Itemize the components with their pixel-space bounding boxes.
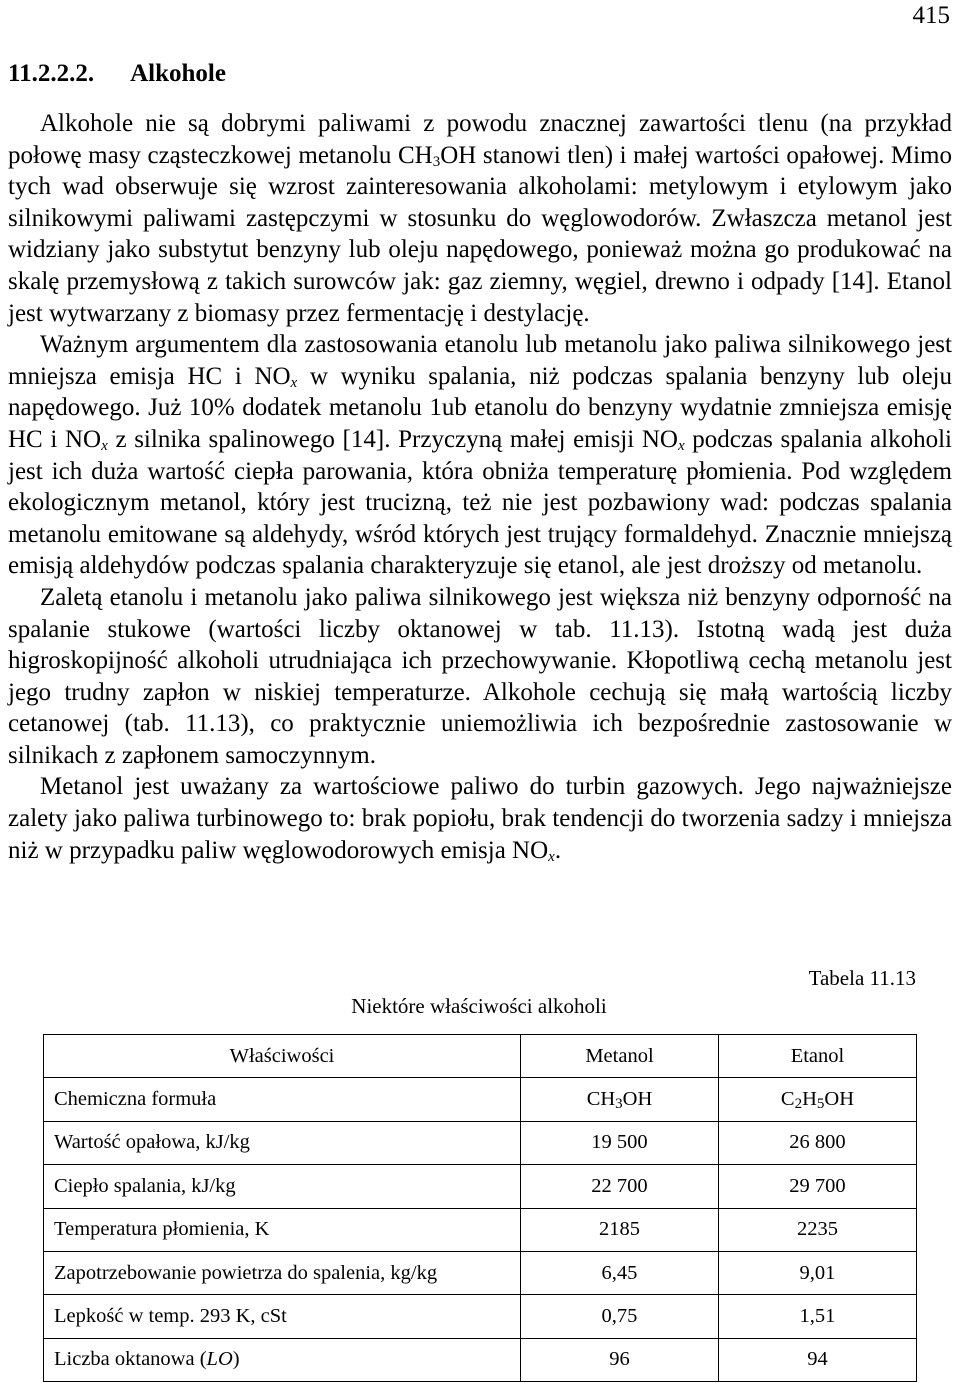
paragraph-2 <box>8 329 952 582</box>
properties-table <box>43 1034 917 1382</box>
methanol-value: 6,45 <box>521 1251 719 1294</box>
table-row <box>44 1251 917 1294</box>
row-label: Temperatura płomienia, K <box>44 1208 521 1251</box>
paragraph-2-text-d: podczas spalania alkoholi jest ich duża wartość ciepła parowania, która obniża temperaturę płomienia. Pod względem ekologicznym metanol, który jest trucizną, też nie jest pozbawiony wad: podczas spalania metanolu emitowane są aldehydy, wśród których jest trujący formaldehyd. Znacznie mniejszą emisją aldehydów podczas spalania charakteryzuje się etanol, ale jest droższy od metanolu. <box>8 425 952 580</box>
page-number: 415 <box>912 2 950 29</box>
table-header-row <box>44 1035 917 1078</box>
paragraph-1-text-b: OH stanowi tlen) i małej wartości opałowej. Mimo tych wad obserwuje się wzrost zainteresowania alkoholami: metylowym i etylowym jako silnikowymi paliwami zastępczymi w stosunku do węglowodorów. Zwłaszcza metanol jest widziany jako substytut benzyny lub oleju napędowego, ponieważ można go produkować na skalę przemysłową z takich surowców jak: gaz ziemny, węgiel, drewno i odpady [14]. Etanol jest wytwarzany z biomasy przez fermentację i destylację. <box>8 141 952 327</box>
paragraph-4 <box>8 771 952 866</box>
ethanol-value: 1,51 <box>718 1295 916 1338</box>
methanol-formula: $CH_3OH$ <box>521 1078 719 1121</box>
subscript-x: x <box>101 437 108 454</box>
table-row <box>44 1078 917 1121</box>
body-text <box>8 108 952 866</box>
subscript-x: x <box>548 848 555 865</box>
paragraph-1-text-a: Alkohole nie są dobrymi paliwami z powodu znacznej zawartości tlenu (na przykład połowę masy cząsteczkowej metanolu CH <box>8 110 952 169</box>
paragraph-2-text-b: w wyniku spalania, niż podczas spalania benzyny lub oleju napędowego. Już 10% dodatek metanolu 1ub etanolu do benzyny wydatnie zmniejsza emisję HC i NO <box>8 362 952 453</box>
table-row <box>44 1208 917 1251</box>
row-label: Zapotrzebowanie powietrza do spalenia, kg/kg <box>44 1251 521 1294</box>
paragraph-2-text-c: z silnika spalinowego [14]. Przyczyną małej emisji NO <box>107 425 678 453</box>
ethanol-formula: $C_2H_5OH$ <box>718 1078 916 1121</box>
section-heading <box>8 60 226 88</box>
section-number: 11.2.2.2. <box>8 60 95 87</box>
paragraph-4-text-a: Metanol jest uważany za wartościowe paliwo do turbin gazowych. Jego najważniejsze zalety jako paliwa turbinowego to: brak popiołu, brak tendencji do tworzenia sadzy i mniejsza niż w przypadku paliw węglowodorowych emisja NO <box>8 773 952 864</box>
table-title: Niektóre właściwości alkoholi <box>351 994 607 1018</box>
table-row <box>44 1338 917 1381</box>
methanol-value: 19 500 <box>521 1121 719 1164</box>
row-label: Ciepło spalania, kJ/kg <box>44 1165 521 1208</box>
paragraph-4-text-b: . <box>554 836 562 864</box>
table-row <box>44 1165 917 1208</box>
ethanol-value: 29 700 <box>718 1165 916 1208</box>
subscript-x: x <box>677 437 685 454</box>
ethanol-value: 2235 <box>718 1208 916 1251</box>
section-title: Alkohole <box>130 60 226 87</box>
row-label: Wartość opałowa, kJ/kg <box>44 1121 521 1164</box>
header-ethanol: Etanol <box>718 1035 916 1078</box>
table-row <box>44 1121 917 1164</box>
paragraph-2-text-a: Ważnym argumentem dla zastosowania etanolu lub metanolu jako paliwa silnikowego jest mniejsza emisja HC i NO <box>8 331 952 390</box>
methanol-value: 0,75 <box>521 1295 719 1338</box>
paragraph-3: Zaletą etanolu i metanolu jako paliwa silnikowego jest większa niż benzyny odporność na spalanie stukowe (wartości liczby oktanowej w tab. 11.13). Istotną wadą jest duża higroskopijność alkoholi utrudniająca ich przechowywanie. Kłopotliwą cechą metanolu jest jego trudny zapłon w niskiej temperaturze. Alkohole cechują się małą wartością liczby cetanowej (tab. 11.13), co praktycznie uniemożliwia ich bezpośrednie zastosowanie w silnikach z zapłonem samoczynnym. <box>8 583 952 769</box>
row-label: Lepkość w temp. 293 K, cSt <box>44 1295 521 1338</box>
methanol-value: 96 <box>521 1338 719 1381</box>
table-label: Tabela 11.13 <box>808 966 916 990</box>
ethanol-value: 26 800 <box>718 1121 916 1164</box>
ethanol-value: 9,01 <box>718 1251 916 1294</box>
header-methanol: Metanol <box>521 1035 719 1078</box>
methanol-value: 22 700 <box>521 1165 719 1208</box>
subscript: 3 <box>432 153 441 170</box>
table-row <box>44 1295 917 1338</box>
subscript-x: x <box>290 374 298 391</box>
ethanol-value: 94 <box>718 1338 916 1381</box>
row-label: Liczba oktanowa (LO) <box>44 1338 521 1381</box>
paragraph-1 <box>8 108 952 329</box>
row-label: Chemiczna formuła <box>44 1078 521 1121</box>
header-properties: Właściwości <box>44 1035 521 1078</box>
methanol-value: 2185 <box>521 1208 719 1251</box>
